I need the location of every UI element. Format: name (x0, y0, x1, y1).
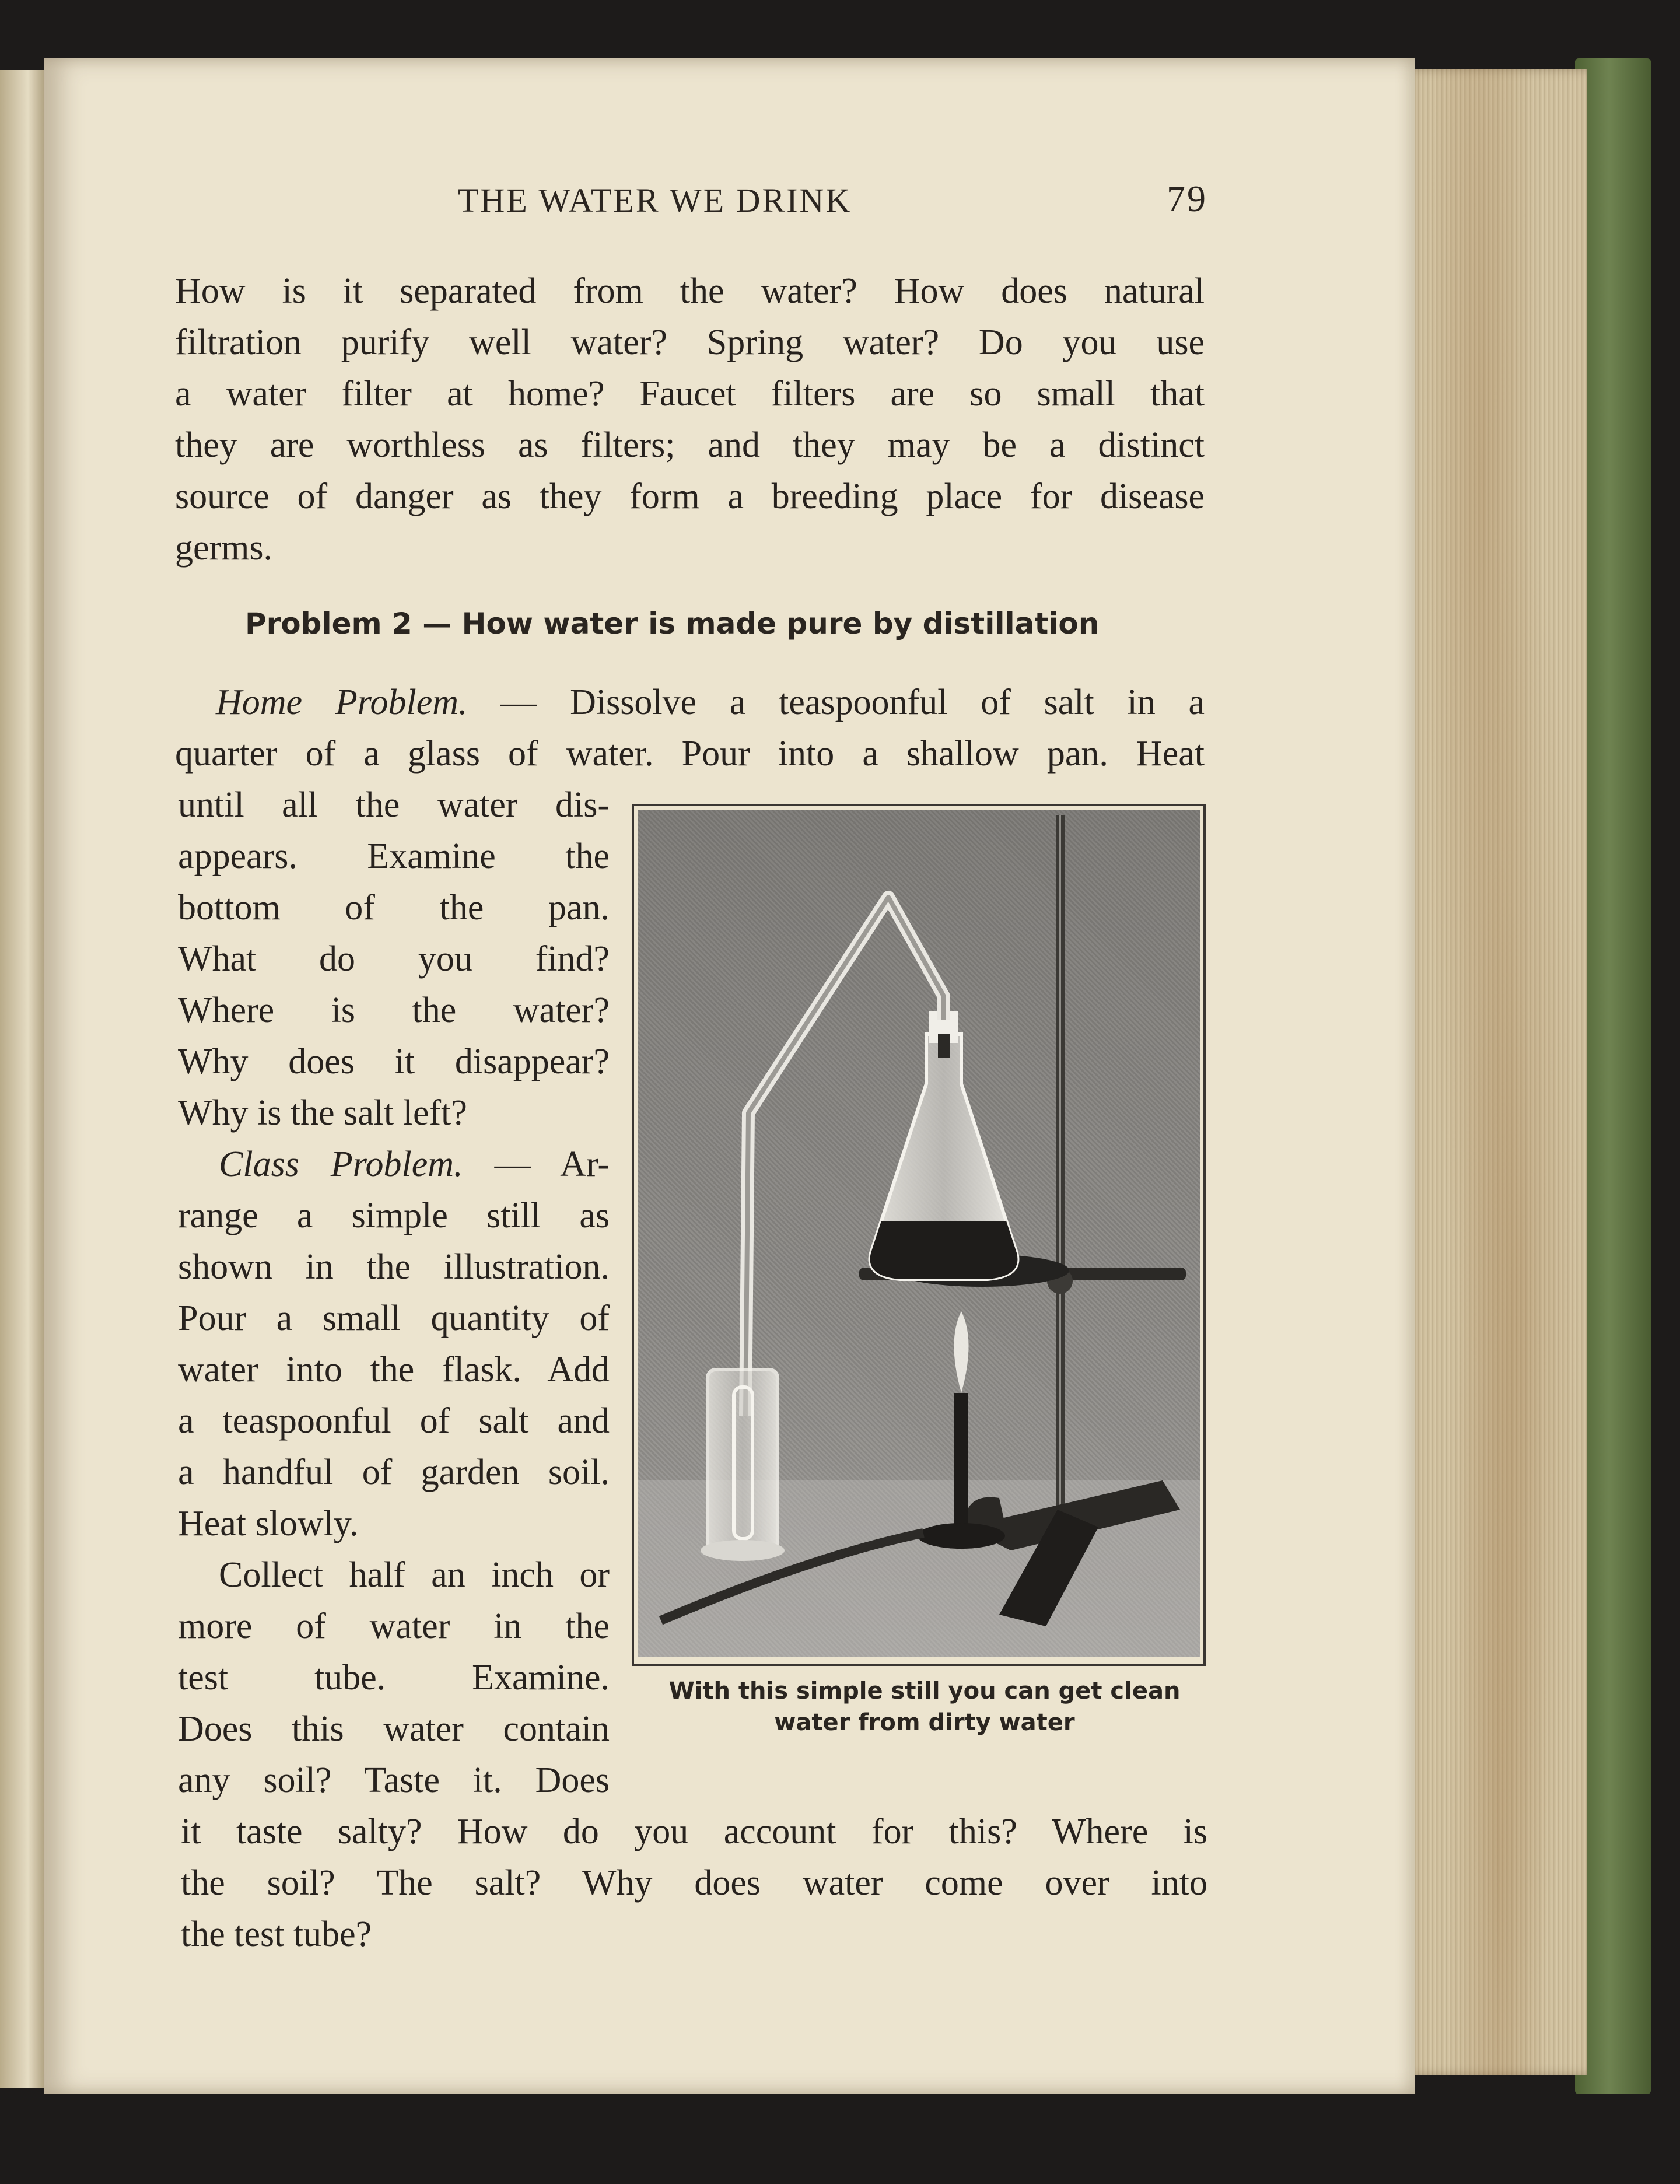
text-line: Why is the salt left? (178, 1093, 467, 1133)
left-page-edge (0, 70, 47, 2088)
text-line: What do you find? (178, 939, 610, 979)
caption-line: With this simple still you can get clean (668, 1678, 1181, 1704)
text-line: test tube. Examine. (178, 1658, 610, 1698)
text-line: the test tube? (181, 1915, 372, 1954)
still-illustration (638, 810, 1200, 1657)
text-line: Where is the water? (178, 991, 610, 1030)
text-line: a water filter at home? Faucet filters are so small that (175, 374, 1205, 414)
text-line: the soil? The salt? Why does water come over into (181, 1863, 1208, 1903)
text-line: quarter of a glass of water. Pour into a shallow pan. Heat (175, 734, 1205, 774)
text-line: Heat slowly. (178, 1504, 359, 1544)
text-span: — Ar- (463, 1144, 610, 1184)
text-line: they are worthless as filters; and they may be a distinct (175, 425, 1205, 465)
text-line: shown in the illustration. (178, 1247, 610, 1287)
text-line (216, 677, 1205, 728)
text-line: a handful of garden soil. (178, 1452, 610, 1492)
text-line: range a simple still as (178, 1196, 610, 1236)
text-line: water into the flask. Add (178, 1350, 610, 1390)
text-line: source of danger as they form a breeding place for disease (175, 477, 1205, 516)
text-line: germs. (175, 528, 273, 568)
running-header-title: THE WATER WE DRINK (458, 181, 852, 219)
text-line: filtration purify well water? Spring water? Do you use (175, 323, 1205, 362)
still-photograph (638, 810, 1200, 1657)
text-line: any soil? Taste it. Does (178, 1760, 610, 1800)
text-line: Collect half an inch or (219, 1555, 610, 1595)
text-line: it taste salty? How do you account for this? Where is (181, 1812, 1208, 1852)
text-line (219, 1139, 610, 1190)
caption-line: water from dirty water (774, 1709, 1075, 1736)
home-problem-label: Home Problem. (216, 682, 468, 722)
section-heading: Problem 2 — How water is made pure by distillation (245, 607, 1100, 640)
text-line: until all the water dis- (178, 785, 610, 825)
page-edge-stains (1412, 69, 1587, 2076)
text-span: — Dissolve a teaspoonful of salt in a (467, 682, 1205, 722)
text-line: Pour a small quantity of (178, 1298, 610, 1338)
text-line: appears. Examine the (178, 836, 610, 876)
text-line: more of water in the (178, 1606, 610, 1646)
text-line: Why does it disappear? (178, 1042, 610, 1082)
text-line: How is it separated from the water? How does natural (175, 271, 1205, 311)
figure-caption (636, 1675, 1213, 1738)
page-number: 79 (1167, 178, 1208, 219)
class-problem-label: Class Problem. (219, 1144, 463, 1184)
text-line: Does this water contain (178, 1709, 610, 1749)
text-line: bottom of the pan. (178, 888, 610, 928)
text-line: a teaspoonful of salt and (178, 1401, 610, 1441)
